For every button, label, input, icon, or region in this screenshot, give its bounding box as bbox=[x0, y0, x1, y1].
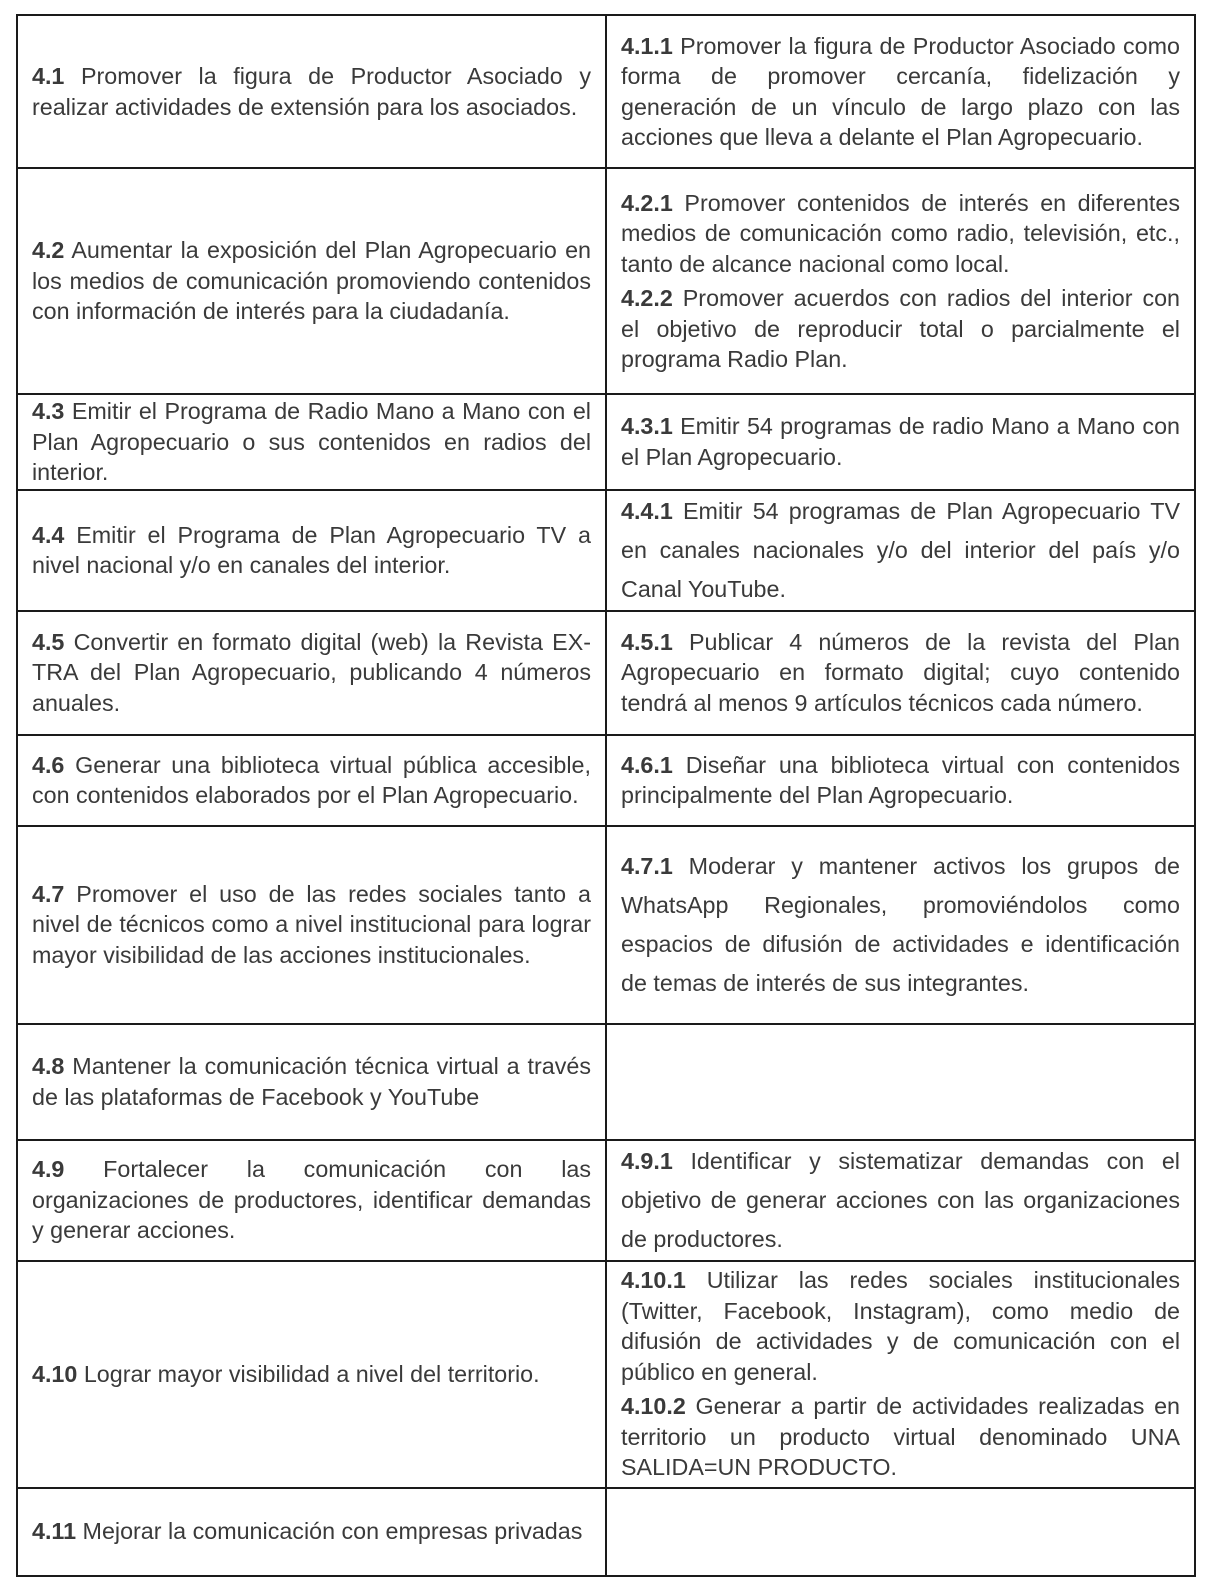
objective-text: Fortalecer la comunicación con las organizaciones de productores, identificar demandas y generar acciones. bbox=[32, 1156, 591, 1244]
objective-number: 4.2 bbox=[32, 237, 65, 264]
action-number: 4.7.1 bbox=[621, 852, 673, 879]
table-row bbox=[17, 1140, 1195, 1261]
objective-number: 4.7 bbox=[32, 880, 65, 907]
objective-number: 4.5 bbox=[32, 628, 65, 655]
objective-cell bbox=[17, 1024, 606, 1140]
action-cell bbox=[606, 735, 1195, 826]
action-cell bbox=[606, 15, 1195, 168]
action-number: 4.2.2 bbox=[621, 285, 673, 311]
action-number: 4.1.1 bbox=[621, 32, 673, 59]
objective-text: Convertir en formato digital (web) la Revista EX-TRA del Plan Agropecuario, publicando 4 números anuales. bbox=[32, 628, 591, 716]
objective-number: 4.4 bbox=[32, 521, 65, 548]
action-text: Promover contenidos de interés en diferentes medios de comunicación como radio, televisión, etc., tanto de alcance nacional como local. bbox=[621, 189, 1180, 277]
table-row bbox=[17, 1488, 1195, 1576]
objective-cell bbox=[17, 1140, 606, 1261]
action-cell bbox=[606, 490, 1195, 611]
objective-text: Aumentar la exposición del Plan Agropecuario en los medios de comunicación promoviendo contenidos con información de interés para la ciudadanía. bbox=[32, 237, 591, 325]
objective-number: 4.9 bbox=[32, 1156, 65, 1183]
action-number: 4.3.1 bbox=[621, 413, 673, 440]
action-cell bbox=[606, 611, 1195, 735]
objective-cell bbox=[17, 15, 606, 168]
action-text: Promover acuerdos con radios del interior con el objetivo de reproducir total o parcialmente el programa Radio Plan. bbox=[621, 285, 1180, 372]
table-row bbox=[17, 15, 1195, 168]
table-row bbox=[17, 168, 1195, 394]
action-cell bbox=[606, 1140, 1195, 1261]
action-text: Generar a partir de actividades realizadas en territorio un producto virtual denominado UNA SALIDA=UN PRODUCTO. bbox=[621, 1393, 1180, 1481]
action-text: Emitir 54 programas de Plan Agropecuario TV en canales nacionales y/o del interior del país y/o Canal YouTube. bbox=[621, 497, 1180, 602]
action-number: 4.9.1 bbox=[621, 1147, 673, 1174]
objective-text: Lograr mayor visibilidad a nivel del territorio. bbox=[83, 1360, 540, 1387]
table-row bbox=[17, 1024, 1195, 1140]
objective-cell bbox=[17, 168, 606, 394]
action-number: 4.4.1 bbox=[621, 497, 673, 524]
table-row bbox=[17, 490, 1195, 611]
table-row bbox=[17, 394, 1195, 490]
objective-text: Generar una biblioteca virtual pública accesible, con contenidos elaborados por el Plan Agropecuario. bbox=[32, 751, 591, 808]
objective-number: 4.1 bbox=[32, 63, 65, 89]
objectives-table bbox=[16, 14, 1196, 1577]
action-text: Promover la figura de Productor Asociado como forma de promover cercanía, fidelización y generación de un vínculo de largo plazo con las acciones que lleva a delante el Plan Agropecuario. bbox=[621, 32, 1180, 150]
action-number: 4.10.1 bbox=[621, 1267, 686, 1294]
objective-text: Emitir el Programa de Radio Mano a Mano con el Plan Agropecuario o sus contenidos en radios del interior. bbox=[32, 398, 591, 485]
objective-number: 4.6 bbox=[32, 751, 65, 778]
objective-number: 4.11 bbox=[32, 1518, 77, 1545]
objective-number: 4.10 bbox=[32, 1360, 78, 1387]
action-text: Diseñar una biblioteca virtual con contenidos principalmente del Plan Agropecuario. bbox=[621, 751, 1180, 808]
action-number: 4.5.1 bbox=[621, 628, 673, 655]
table-row bbox=[17, 611, 1195, 735]
action-text: Publicar 4 números de la revista del Plan Agropecuario en formato digital; cuyo contenido tendrá al menos 9 artículos técnicos cada número. bbox=[621, 628, 1180, 716]
action-number: 4.10.2 bbox=[621, 1393, 686, 1420]
action-cell bbox=[606, 168, 1195, 394]
objective-cell bbox=[17, 1261, 606, 1488]
objective-cell bbox=[17, 394, 606, 490]
action-cell-empty bbox=[606, 1024, 1195, 1140]
action-cell bbox=[606, 826, 1195, 1024]
objective-text: Promover el uso de las redes sociales tanto a nivel de técnicos como a nivel institucional para lograr mayor visibilidad de las acciones institucionales. bbox=[32, 880, 591, 968]
objective-cell bbox=[17, 1488, 606, 1576]
objective-cell bbox=[17, 490, 606, 611]
objective-number: 4.3 bbox=[32, 398, 65, 424]
objective-cell bbox=[17, 611, 606, 735]
table-row bbox=[17, 826, 1195, 1024]
objective-text: Mantener la comunicación técnica virtual a través de las plataformas de Facebook y YouTube bbox=[32, 1053, 591, 1110]
action-text: Utilizar las redes sociales institucionales (Twitter, Facebook, Instagram), como medio de difusión de actividades y de comunicación con el público en general. bbox=[621, 1267, 1180, 1385]
action-number: 4.6.1 bbox=[621, 751, 673, 778]
action-text: Moderar y mantener activos los grupos de WhatsApp Regionales, promoviéndolos como espacios de difusión de actividades e identificación de temas de interés de sus integrantes. bbox=[621, 852, 1180, 996]
objective-text: Promover la figura de Productor Asociado y realizar actividades de extensión para los asociados. bbox=[32, 63, 591, 120]
table-row bbox=[17, 735, 1195, 826]
objective-text: Emitir el Programa de Plan Agropecuario TV a nivel nacional y/o en canales del interior. bbox=[32, 521, 591, 578]
objective-cell bbox=[17, 735, 606, 826]
action-text: Identificar y sistematizar demandas con el objetivo de generar acciones con las organizaciones de productores. bbox=[621, 1147, 1180, 1252]
table-row bbox=[17, 1261, 1195, 1488]
action-cell bbox=[606, 1261, 1195, 1488]
action-text: Emitir 54 programas de radio Mano a Mano con el Plan Agropecuario. bbox=[621, 413, 1180, 470]
objective-text: Mejorar la comunicación con empresas privadas bbox=[82, 1518, 583, 1545]
objective-number: 4.8 bbox=[32, 1053, 65, 1079]
objective-cell bbox=[17, 826, 606, 1024]
action-cell-empty bbox=[606, 1488, 1195, 1576]
action-number: 4.2.1 bbox=[621, 189, 673, 216]
action-cell bbox=[606, 394, 1195, 490]
